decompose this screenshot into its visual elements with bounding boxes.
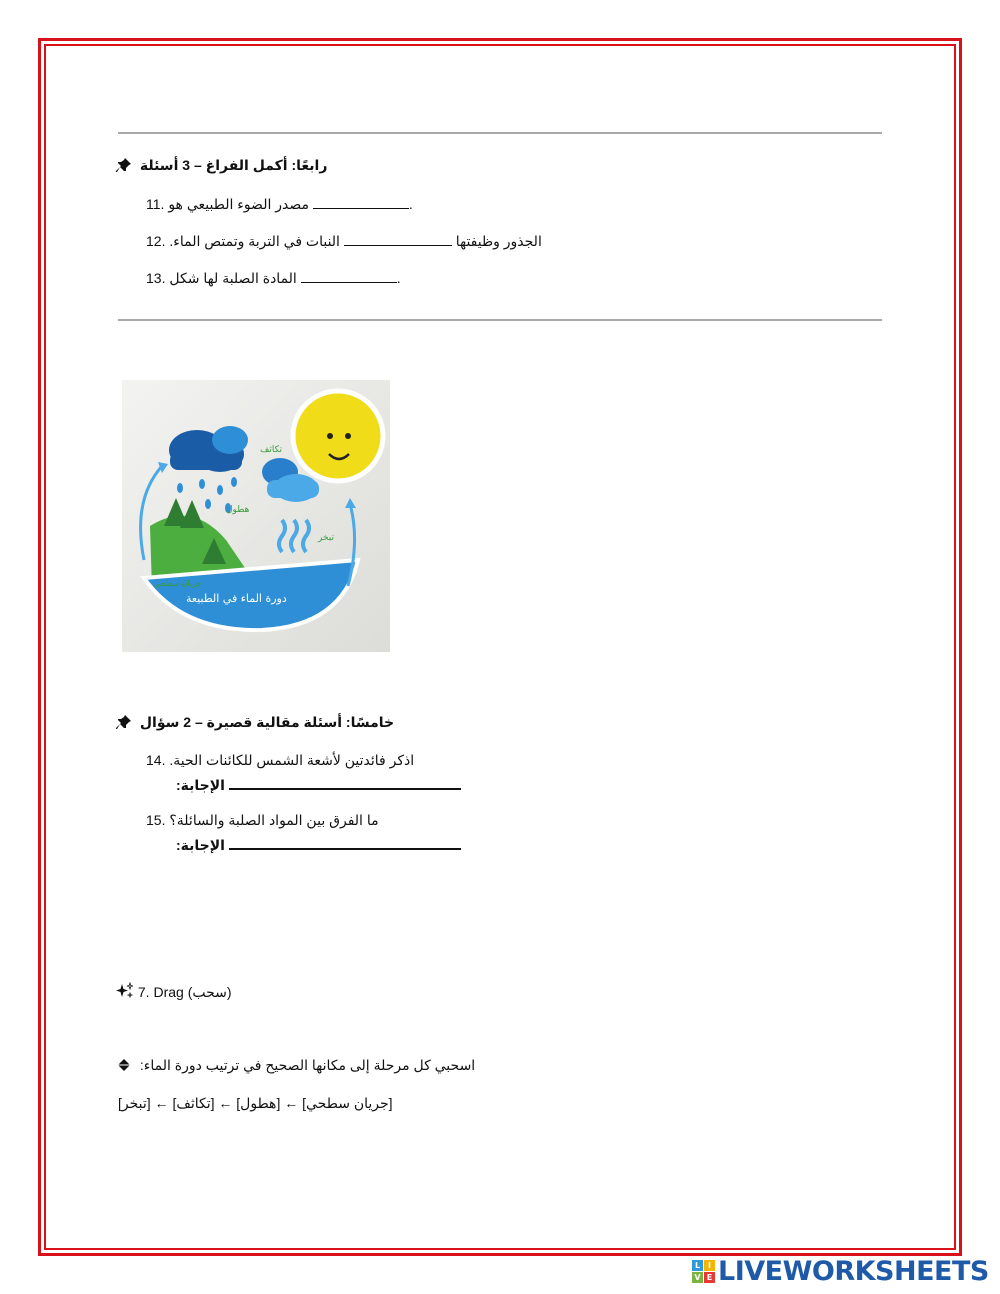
question-14 [146, 752, 414, 769]
sun-icon [293, 391, 383, 481]
answer-label: الإجابة: [176, 837, 225, 853]
divider-top [118, 132, 882, 134]
logo-block: V [692, 1272, 703, 1283]
logo-block: I [704, 1260, 715, 1271]
question-number: 14. [146, 752, 166, 768]
answer-row-15 [176, 834, 461, 854]
label-condensation: تكاثف [260, 445, 283, 455]
question-number: 15. [146, 812, 166, 828]
blank-field[interactable] [344, 233, 452, 246]
question-number: 13. [146, 270, 166, 286]
answer-label: الإجابة: [176, 777, 225, 793]
question-text: مصدر الضوء الطبيعي هو [168, 196, 309, 212]
question-13 [146, 270, 401, 287]
divider-middle [118, 319, 882, 321]
question-text: اذكر فائدتين لأشعة الشمس للكائنات الحية. [169, 752, 415, 768]
drag-sequence[interactable]: [جريان سطحي] ← [هطول] ← [تكاثف] ← [تبخر] [118, 1095, 393, 1111]
answer-field[interactable] [229, 834, 461, 850]
drag-instruction-text: اسحبي كل مرحلة إلى مكانها الصحيح في ترتيب دورة الماء: [139, 1057, 476, 1073]
pushpin-icon [116, 157, 132, 173]
section4-title: رابعًا: أكمل الفراغ – 3 أسئلة [139, 157, 328, 173]
question-text: الجذور وظيفتها [455, 233, 542, 249]
question-text: المادة الصلبة لها شكل [169, 270, 297, 286]
section4-heading [116, 157, 326, 174]
question-15 [146, 812, 379, 829]
label-precipitation: هطول [226, 505, 250, 515]
logo-blocks-icon [692, 1260, 715, 1283]
answer-field[interactable] [229, 774, 461, 790]
logo-block: E [704, 1272, 715, 1283]
question-text: ما الفرق بين المواد الصلبة والسائلة؟ [169, 812, 379, 828]
question-text-end: . [396, 270, 401, 286]
drag-instruction [118, 1057, 475, 1074]
pushpin-icon [116, 714, 132, 730]
section5-heading [116, 714, 395, 731]
drag-heading-text: 7. Drag (سحب) [137, 984, 232, 1000]
drag-heading [116, 982, 232, 1001]
question-number: 12. [146, 233, 166, 249]
blank-field[interactable] [313, 196, 409, 209]
question-11 [146, 196, 413, 213]
logo-text: LIVEWORKSHEETS [718, 1255, 989, 1287]
liveworksheets-logo [692, 1254, 989, 1288]
question-number: 11. [146, 196, 165, 212]
diamond-icon [118, 1059, 130, 1071]
question-text-end: . [408, 196, 413, 212]
label-runoff: جريان سطحي [154, 579, 202, 588]
question-text-end: النبات في التربة وتمتص الماء. [169, 233, 340, 249]
illustration-caption: دورة الماء في الطبيعة [186, 592, 287, 605]
sparkles-icon [116, 982, 134, 1000]
logo-block: L [692, 1260, 703, 1271]
water-cycle-illustration [122, 380, 390, 652]
label-evaporation: تبخر [318, 533, 334, 543]
question-12 [146, 233, 542, 250]
blank-field[interactable] [301, 270, 397, 283]
section5-title: خامسًا: أسئلة مقالية قصيرة – 2 سؤال [139, 714, 395, 730]
answer-row-14 [176, 774, 461, 794]
